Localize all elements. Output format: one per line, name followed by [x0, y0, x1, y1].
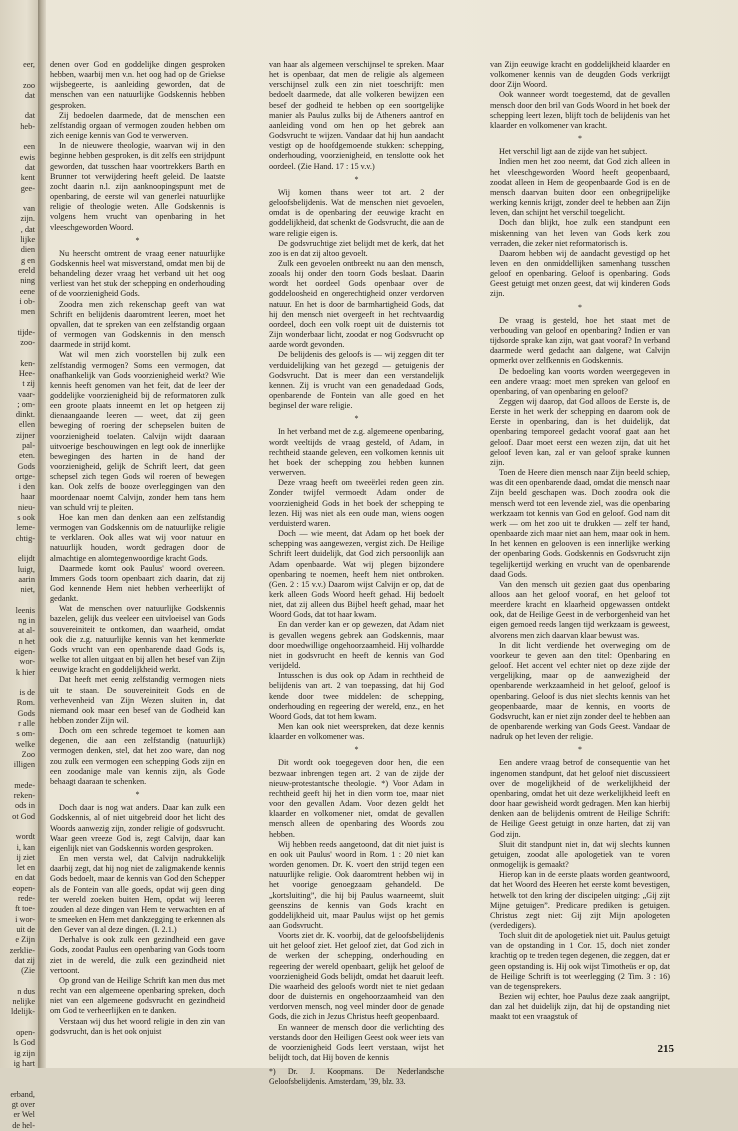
- prev-page-fragment: open-: [16, 1027, 35, 1037]
- prev-page-fragment: ereld: [18, 265, 35, 275]
- prev-page-fragment: s ook: [17, 513, 35, 523]
- prev-page-fragment: [0, 194, 38, 204]
- paragraph: Derhalve is ook zulk een gezindheid een gave Gods, zoodat Paulus een openbaring van Gods toorn ziet in de wereld, die zulk een gezindheid niet vertoont.: [50, 935, 225, 975]
- prev-page-fragment: kent: [20, 173, 35, 183]
- prev-page-fragment: dien: [20, 245, 35, 255]
- paragraph: Dat heeft met eenig zelfstandig vermogen niets uit te staan. De souvereiniteit Gods en de verhevenheid van Zijn Wezen sluiten in, dat niemand ook maar een besef van de Godheid kan hebben zonder Zijn wil.: [50, 675, 225, 725]
- prev-page-fragment: eigen-: [14, 646, 35, 656]
- paragraph: Wat de menschen over natuurlijke Godskennis bazelen, gelijk dus veeleer een uitvloeisel van Gods souvereiniteit te ontkomen, dan waarheid, omdat ook die z.g. natuurlijke kennis van het kenmerkte Gods vrucht van een openbarende daad Gods is, welke tot allen uitgaat en bij allen het besef van Zijn eeuwige kracht en goddelijkheid werkt.: [50, 604, 225, 675]
- prev-page-fragment: men: [20, 307, 35, 317]
- prev-page-fragment: aarin: [18, 574, 35, 584]
- text-column-middle: [269, 60, 444, 1087]
- paragraph: In de nieuwere theologie, waarvan wij in den beginne hebben gesproken, is dit zelfs een strijdpunt geworden, dat tusschen haar voortrekkers Barth en Brunner tot verwijdering heeft geleid. De laatste zocht daarin n.l. zijn aanknoopingspunt met de openbaring, de eerste wil van generlei natuurlijke religie of theologie weten. Alle Godskennis is volgens hem vrucht van openbaring in het vleeschgeworden Woord.: [50, 141, 225, 232]
- prev-page-fragment: [0, 678, 38, 688]
- section-separator: *: [578, 302, 582, 312]
- prev-page-fragment: ortge-: [15, 471, 35, 481]
- paragraph: Bezien wij echter, hoe Paulus deze zaak aangrijpt, dan zal het duidelijk zijn, dat hij de opstanding niet maakt tot een vraagstuk of: [490, 992, 670, 1022]
- prev-page-fragment: k hier: [15, 667, 35, 677]
- prev-page-fragment: g en: [20, 255, 35, 265]
- prev-page-fragment: ods in: [14, 801, 35, 811]
- prev-page-fragment: dat: [24, 90, 35, 100]
- paragraph: Hoe kan men dan denken aan een zelfstandig vermogen van Godskennis om de natuurlijke religie te verklaren. Ook alles wat wij voor natuur en natuurlijk houden, wordt gedragen door de almachtige en alomtegenwoordige kracht Gods.: [50, 512, 225, 563]
- prev-page-fragment: haar: [20, 492, 35, 502]
- prev-page-fragment: zoo-: [20, 338, 35, 348]
- paragraph: van haar als algemeen verschijnsel te spreken. Maar het is openbaar, dat men de religie als algemeen verschijnsel zulk een zin niet toeschrijft: men bedoelt daarmede, dat alle volkeren bewijzen een besef der godheid te hebben op een soortgelijke manier als Paulus zulks bij de Atheners aantrof en aanleiding vond om hen op het gebrek aan Godsvrucht te wijzen. Vandaar dat hij hun aandacht vestigt op de hoofdgemoende stukken: schepping, onderhouding, voorzienigheid, en tenslotte ook het oordeel. (Zie Hand. 17 : 15 v.v.): [269, 60, 444, 171]
- text-column-left: [50, 60, 225, 1035]
- prev-page-fragment: gee-: [20, 183, 35, 193]
- paragraph: De godsvruchtige ziet belijdt met de kerk, dat het zoo is en dat zij altoo gevoelt.: [269, 238, 444, 258]
- previous-page-edge: [0, 0, 38, 1130]
- paragraph: Daarmede komt ook Paulus' woord overeen. Immers Gods toorn openbaart zich daarin, dat zij God kennende Hem niet hebben verheerlijkt of gedankt.: [50, 563, 225, 604]
- prev-page-fragment: [0, 822, 38, 832]
- paragraph: Doch daar is nog wat anders. Daar kan zulk een Godskennis, al of niet uitgebreid door het licht des Woords aanwezig zijn, zonder religie of godsvrucht. Waar geen vreeze God is, zegt Calvijn, daar kan eigenlijk niet van Godskennis worden gesproken.: [50, 803, 225, 853]
- prev-page-fragment: er Wel: [13, 1110, 35, 1120]
- paragraph: Voorts ziet dr. K. voorbij, dat de geloofsbelijdenis uit het geloof ziet. Het geloof ziet, dat God zich in de werken der schepping, onderhouding en regeering der wereld openbaart, gelijk het geloof de voorzienigheid Gods belijdt, omdat het daaruit leeft. Die waarheid des geloofs wordt niet te niet gedaan door de duisternis en ongehoorzaamheid van den verdorven mensch, nog veel minder door de genade Gods, die zich in Jezus Christus heeft geopenbaard.: [269, 931, 444, 1022]
- prev-page-fragment: gt over: [11, 1099, 35, 1109]
- prev-page-fragment: ; om-: [17, 399, 35, 409]
- paragraph: Sluit dit standpunt niet in, dat wij slechts kunnen getuigen, zoodat alle apologetiek van te voren onmogelijk is gemaakt?: [490, 839, 670, 870]
- prev-page-fragment: r alle: [18, 719, 35, 728]
- paragraph: Indien men het zoo neemt, dat God zich alleen in het vleeschgeworden Woord heeft geopenbaard, zoodat alleen in Hem de geopenbaarde God is en de mensch daarvan buiten door een onbegrijpelijke werking kennis krijgt, zonder deel te hebben aan Zijn leven, dan schijnt het verschil toegelicht.: [490, 157, 670, 218]
- paragraph: Het verschil ligt aan de zijde van het subject.: [499, 147, 648, 157]
- prev-page-fragment: ig zijn: [14, 1048, 35, 1058]
- prev-page-fragment: zoo: [23, 80, 35, 90]
- paragraph: Daarom hebben wij de aandacht gevestigd op het leven en den onmiddellijken samenhang tusschen geloof en openbaring. Geloof is openbaring. Gods Geest getuigt met onzen geest, dat wij kinderen Gods zijn.: [490, 248, 670, 299]
- prev-page-fragment: [0, 348, 38, 358]
- prev-page-fragment: Gods: [17, 708, 35, 718]
- prev-page-fragment: [0, 595, 38, 605]
- prev-page-fragment: ldelijk-: [11, 1007, 35, 1017]
- paragraph: Deze vraag heeft om tweeërlei reden geen zin. Zonder twijfel vermoedt Adam onder de voorzienigheid Gods in het boek der schepping te lezen. Hij was niet als een oude man, wiens oogen verduisterd waren.: [269, 478, 444, 528]
- prev-page-fragment: uit de: [16, 924, 35, 934]
- text-column-right: [490, 60, 670, 1035]
- prev-page-fragment: at al-: [18, 626, 35, 636]
- prev-page-fragment: wor-: [19, 657, 35, 667]
- prev-page-fragment: elijdt: [17, 554, 35, 564]
- prev-page-fragment: n het: [18, 636, 35, 646]
- prev-page-fragment: ning: [20, 276, 35, 286]
- prev-page-fragment: ij ziet: [16, 852, 35, 862]
- paragraph: Zij bedoelen daarmede, dat de menschen een zelfstandig orgaan of vermogen zouden hebben om zich eenige kennis van God te verwerven.: [50, 110, 225, 141]
- prev-page-fragment: leme-: [16, 523, 35, 533]
- paragraph: In dit licht verdiende het overweging om de voorkeur te geven aan den titel: Openbaring en geloof. Het accent vel echter niet op deze zijde der vergelijking, maar op de aanwezigheid der openbarende werkzaamheid in het geloof, geloof is openbaring. Geloof is dus niet slechts kennis van het geopenbaarde, maar de kennis, en voorts de Godsvrucht, kan er niet zijn zonder deel te hebben aan de openbarende werking van Gods Geest. Vandaar de nadruk op het leven der religie.: [490, 640, 670, 742]
- paragraph: Wat wil men zich voorstellen bij zulk een zelfstandig vermogen? Soms een vermogen, dat onafhankelijk van Gods voorzienigheid werkt? Wie kennis heeft genomen van het feit, dat de leer der goddelijke voorzienigheid bij de reformatoren zulk een groote plaats inneemt en let op hetgeen zij dienaangaande leeren — weet, dat zij geen beweging of roering der schepselen buiten de voorzienigheid toelaten. Calvijn wijdt daaraan uitvoerige beschouwingen en legt ook de innerlijke bewegingen des harten in de hand der voorzienigheid, gelijk de Schrift leert, dat geen schepsel zich tegen Gods wil roeren of bewegen kan. Ook zelfs de booze overleggingen van den moordenaar noemt Calvijn, zonder hem tans hem van schuld vrij te pleiten.: [50, 350, 225, 512]
- paragraph: Verstaan wij dus het woord religie in den zin van godsvrucht, dan is het ook onjuist: [50, 1016, 225, 1036]
- prev-page-fragment: Zoo: [21, 749, 35, 759]
- prev-page-fragment: dat: [24, 111, 35, 121]
- paragraph: Nu heerscht omtrent de vraag eener natuurlijke Godskennis heel wat misverstand, omdat men bij de behandeling dezer vraag het verband uit het oog verliest van het stuk der schepping en onderhouding of de voorzienigheid Gods.: [50, 248, 225, 299]
- prev-page-fragment: [0, 544, 38, 554]
- paragraph: Hierop kan in de eerste plaats worden geantwoord, dat het Woord des Heeren het eerste komt bevestigen, hetwelk tot den kring der discipelen uitging: „Gij zijt Mijne getuigen”. Predicare prediken is getuigen. Christus zegt niet: Gij zijt Mijn apologeten (verdedigers).: [490, 870, 670, 930]
- prev-page-fragment: [0, 1018, 38, 1028]
- prev-page-fragment: reken-: [13, 791, 35, 801]
- prev-page-fragment: een: [23, 142, 35, 152]
- paragraph: De vraag is gesteld, hoe het staat met de verbouding van geloof en openbaring? Indien er van tijdsorde sprake kan zijn, wat gaat vooraf? In verband daarmede werd gedacht aan dalgene, wat Calvijn opmerkt over zelfkennis en Godskennis.: [490, 315, 670, 366]
- prev-page-fragment: illigen: [13, 760, 35, 770]
- section-separator: *: [135, 790, 140, 800]
- prev-page-fragment: let en: [16, 863, 35, 873]
- prev-page-fragment: [0, 70, 38, 80]
- prev-page-fragment: (Zie: [21, 966, 35, 976]
- prev-page-fragment: i ob-: [19, 296, 35, 306]
- paragraph: van Zijn eeuwige kracht en goddelijkheid klaarder en volkomener kennis van de deugden Gods verkrijgt door Zijn Woord.: [490, 60, 670, 90]
- section-separator: *: [354, 414, 359, 424]
- prev-page-fragment: en dat: [14, 873, 35, 883]
- prev-page-fragment: welke: [15, 739, 35, 749]
- paragraph: En men versta wel, dat Calvijn nadrukkelijk daarbij zegt, dat hij nog niet de zaligmakende kennis Gods bedoelt, maar de kennis van God den Schepper als de Fontein van alle goeds, opdat wij geen ding ter wereld zoeken buiten Hem, opdat wij leeren zouden al deze dingen van Hem te verwachten en af te smeeken en Hem met dankzegging te erkennen als den Gever van al deze dingen. (I. 2.1.): [50, 854, 226, 935]
- prev-page-fragment: eopen-: [12, 883, 35, 893]
- prev-page-fragment: Gods: [17, 461, 35, 471]
- book-gutter: [38, 0, 46, 1068]
- prev-page-fragment: [0, 1079, 38, 1089]
- paragraph: Wij komen thans weer tot art. 2 der geloofsbelijdenis. Wat de menschen niet gevoelen, omdat is de openbaring der eeuwige kracht en goddelijkheid, dat schenkt de Godsvrucht, die aan de ware religie eigen is.: [269, 187, 444, 238]
- prev-page-fragment: Rom.: [16, 698, 35, 708]
- prev-page-fragment: dat: [24, 162, 35, 172]
- prev-page-fragment: e Zijn: [15, 935, 35, 945]
- prev-page-fragment: heb-: [20, 121, 35, 131]
- prev-page-fragment: t zij: [22, 379, 35, 389]
- paragraph: Zoodra men zich rekenschap geeft van wat Schrift en belijdenis daaromtrent leeren, moet het opvallen, dat te spreken van een zelfstandig orgaan of vermogen van Godskennis in den mensch daarmede in strijd komt.: [50, 299, 225, 350]
- prev-page-fragment: luigt,: [17, 564, 35, 574]
- prev-page-fragment: ewis: [19, 152, 35, 162]
- paragraph: Doch om een schrede tegemoet te komen aan degenen, die aan een zelfstandig (natuurlijk) vermogen denken, stel, dat het zoo ware, dan nog zou zulk een vermogen een schepping Gods zijn en een zoodanige male van kennis zijn, als Gode behaagt daaraan te schenken.: [50, 726, 225, 786]
- paragraph: denen over God en goddelijke dingen gesproken hebben, waarbij men v.n. het oog had op de Griekse wijsbegeerte, is aanleiding geworden, dat de menschen van een natuurlijke Godskennis hebben gesproken.: [50, 60, 225, 110]
- prev-page-fragment: ng in: [18, 616, 35, 626]
- prev-page-fragment: zijner: [16, 430, 35, 440]
- paragraph: En dan verder kan er op gewezen, dat Adam niet is gevallen wegens gebrek aan Godskennis, maar door moedwillige ongehoorzaamheid. Hij volhardde niet in godsvrucht en heeft de kennis van God verijdeld.: [269, 620, 444, 671]
- prev-page-fragment: van: [23, 204, 35, 214]
- prev-page-fragment: chtig-: [15, 533, 35, 543]
- paragraph: Wij hebben reeds aangetoond, dat dit niet juist is en ook uit Paulus' woord in Rom. 1 : 20 niet kan worden genomen. Dr. K. voert den strijd tegen een natuurlijke religie. Ook daaromtrent hebben wij in het voorige genoegzaam gehandeld. De „kortsluiting”, die hij bij Paulus waarneemt, sluit geenszins de kennis van Gods kracht en goddelijkheid uit, maar Paulus wijst op het gemis aan Godsvrucht.: [269, 839, 444, 930]
- paragraph: Een andere vraag betrof de consequentie van het ingenomen standpunt, dat het geloof niet discussieert over de mogelijkheid of de werkelijkheid der openbaring, omdat het uit deze werkelijkheid leeft en door haar gewisheid wordt gedragen. Men kan hierbij denken aan de belijdenis omtrent de Heilige Schrift: de Heilige Geest getuigt in onze harten, dat zij van God zijn.: [490, 758, 670, 839]
- prev-page-fragment: [0, 101, 38, 111]
- paragraph: Toen de Heere dien mensch naar Zijn beeld schiep, was dit een openbarende daad, omdat die mensch naar Zijn beeld geschapen was. Doch zoodra ook die mensch werd tot een levende ziel, was die openbaring werkzaam tot kennis van God en geloof. God nam dit werk — om het zoo uit te drukken — zelf ter hand, openbaarde zich maar niet aan hem, maar ook in hem. In het kennen en gelooven is een innerlijke werking der openbaring Gods. Godskennis en Godsvrucht zijn tegelijkertijd werking en vrucht van de openbarende daad Gods.: [490, 468, 670, 579]
- section-separator: *: [354, 174, 359, 184]
- prev-page-fragment: ot God: [12, 811, 35, 821]
- paragraph: Op grond van de Heilige Schrift kan men dus met recht van een algemeene openbaring spreken, doch niet van een algemeene godsvrucht en gezindheid om God te verheerlijken en te danken.: [50, 975, 225, 1016]
- prev-page-fragment: eer,: [23, 60, 35, 69]
- paragraph: De belijdenis des geloofs is — wij zeggen dit ter verduidelijking van het gezegd — getuigenis der Godsvrucht. Dat is meer dan een verstandelijk kennen. Zij is vrucht van een genadedaad Gods, openbarende de Fontein van alle goed en het beginsel der ware religie.: [269, 350, 444, 411]
- paragraph: Intusschen is dus ook op Adam in rechtheid de belijdenis van art. 2 van toepassing, dat hij God kende door twee middelen: de schepping, onderhouding en regeering der wereld, enz., en het Woord Gods, dat tot hem kwam.: [269, 671, 444, 721]
- prev-page-fragment: lijke: [20, 235, 35, 245]
- prev-page-fragment: ken-: [20, 358, 35, 368]
- section-separator: *: [354, 745, 359, 755]
- prev-page-fragment: [0, 1069, 38, 1079]
- footnote: *) Dr. J. Koopmans. De Nederlandsche Geloofsbelijdenis. Amsterdam, '39, blz. 33.: [269, 1067, 444, 1087]
- paragraph: Doch dan blijkt, hoe zulk een standpunt een miskenning van het leven van Gods kerk zou verraden, die zeker niet reformatorisch is.: [490, 218, 670, 248]
- paragraph: Doch — wie meent, dat Adam op het boek der schepping was aangewezen, vergist zich. De Heilige Schrift leert duidelijk, dat God zich persoonlijk aan Adam openbaarde. Wat wij plegen bijzondere openbaring te noemen, heeft hem niet ontbroken. (Gen. 2 : 15 v.v.) Daarom wijst Calvijn er op, dat de kerk alleen Gods Woord heeft gehad. Hij bedoelt niet, dat zij alleen dus Bijbel heeft gehad, maar het Woord Gods, dat tot haar kwam.: [269, 529, 444, 620]
- section-separator: *: [578, 134, 582, 144]
- paragraph: Zeggen wij daarop, dat God alloos de Eerste is, de Eerste in het werk der schepping en daarom ook de Eerste in openbaring, dan is het duidelijk, dat openbaring temporeel gedacht vooraf gaat aan het geloof. Daar moet eerst een wezen zijn, dat uit het geloof leven kan, zal er van geloof sprake kunnen zijn.: [490, 397, 670, 467]
- paragraph: In het verband met de z.g. algemeene openbaring, wordt veeltijds de vraag gesteld, of Adam, in rechtheid staande geleven, een volkomen kennis uit het boek der schepping zou hebben kunnen verwerven.: [269, 427, 444, 478]
- prev-page-fragment: i, kan: [16, 842, 35, 852]
- prev-page-fragment: [0, 770, 38, 780]
- prev-page-fragment: zerklie-: [9, 945, 35, 955]
- paragraph: Van den mensch uit gezien gaat dus openbaring alloos aan het geloof vooraf, en het geloof tot meerdere kracht en klaarheid opgewassen ontdekt ook, dat de Heilige Geest in de verborgenheid van het eigen gemoed reeds langen tijd werkzaam is geweest, alvorens men zich daarvan klaar bewust was.: [490, 579, 670, 640]
- paragraph: Dit wordt ook toegegeven door hen, die een bezwaar inbrengen tegen art. 2 van de zijde der nieuw-protestantsche theologie. *) Voor Adam in rechtheid geeft hij het in dien vorm toe, maar niet voor den gevallen Adam. Voor dezen geldt het klaarder en volkomener niet, omdat de gevallen mensch alleen de openbaring des Woords zou hebben.: [269, 758, 444, 839]
- paragraph: Ook wanneer wordt toegestemd, dat de gevallen mensch door den bril van Gods Woord in het boek der schepping leert lezen, blijft toch de belijdenis van het klaarder en volkomener van kracht.: [490, 90, 670, 130]
- section-separator: *: [135, 235, 140, 245]
- prev-page-fragment: [0, 976, 38, 986]
- paragraph: De bedoeling kan voorts worden weergegeven in een andere vraag: moet men spreken van geloof en openbaring, of van openbaring en geloof?: [490, 366, 670, 396]
- prev-page-fragment: zijn.: [20, 214, 35, 224]
- prev-page-fragment: wordt: [15, 832, 35, 842]
- prev-page-fragment: dinkt.: [15, 410, 35, 420]
- paragraph: En wanneer de mensch door die verlichting des verstands door den Heiligen Geest ook weer iets van de voorzienigheid Gods leert verstaan, wijst het belijdt toch, dat Hij boven de kennis: [269, 1022, 444, 1062]
- prev-page-fragment: rede-: [17, 894, 35, 904]
- prev-page-fragment: erband,: [10, 1089, 35, 1099]
- prev-page-fragment: de hel-: [12, 1120, 35, 1130]
- prev-page-fragment: nelijke: [12, 997, 35, 1007]
- prev-page-fragment: leenis: [15, 605, 35, 615]
- paragraph: Zulk een gevoelen ontbreekt nu aan den mensch, zooals hij onder den toorn Gods beslaat. Daarin wordt het oordeel Gods openbaar over de goddeloosheid en ongerechtigheid onzer verdorven natuur. En het is door de barmhartigheid Gods, dat hij den mensch niet overgeeft in het rechtvaardig oordeel, doch een volk roept uit de duisternis tot Zijn wonderbaar licht, zoodat er nog Godsvrucht op aarde wordt gevonden.: [269, 258, 444, 350]
- paragraph: Men kan ook niet weerspreken, dat deze kennis klaarder en volkomener was.: [269, 722, 444, 742]
- prev-page-fragment: dat zij: [14, 955, 35, 965]
- prev-page-fragment: ellen: [18, 420, 35, 430]
- prev-page-fragment: s om-: [16, 729, 35, 739]
- prev-page-fragment: Hee-: [18, 368, 35, 378]
- prev-page-fragment: eten.: [19, 451, 35, 461]
- prev-page-fragment: vaar-: [18, 389, 35, 399]
- prev-page-fragment: nieu-: [17, 502, 35, 512]
- prev-page-fragment: , dat: [20, 224, 35, 234]
- prev-page-fragment: n dus: [17, 986, 35, 996]
- prev-page-fragment: ft toe-: [14, 904, 35, 914]
- prev-page-fragment: ls God: [13, 1038, 35, 1048]
- page-number: 215: [657, 1043, 674, 1055]
- prev-page-fragment: eene: [19, 286, 35, 296]
- prev-page-fragment: niet,: [20, 585, 35, 595]
- prev-page-fragment: is de: [19, 688, 35, 698]
- section-separator: *: [578, 745, 582, 755]
- prev-page-fragment: pal-: [22, 440, 35, 450]
- prev-page-fragment: [0, 317, 38, 327]
- prev-page-fragment: ig hart: [13, 1058, 35, 1068]
- prev-page-fragment: i den: [18, 482, 35, 492]
- paragraph: Toch sluit dit de apologetiek niet uit. Paulus getuigt van de opstanding in 1 Cor. 15, doch niet zonder krachtig op te treden tegen degenen, die zeggen, dat er geen opstanding is. Hij ook wijst Timotheüs er op, dat de Heilige Schrift is tot weerlegging (2 Tim. 3 : 16) van de tegensprekers.: [490, 931, 670, 991]
- prev-page-fragment: mede-: [14, 780, 35, 790]
- prev-page-fragment: [0, 132, 38, 142]
- prev-page-fragment: tijde-: [17, 327, 35, 337]
- prev-page-fragment: i wor-: [15, 914, 35, 924]
